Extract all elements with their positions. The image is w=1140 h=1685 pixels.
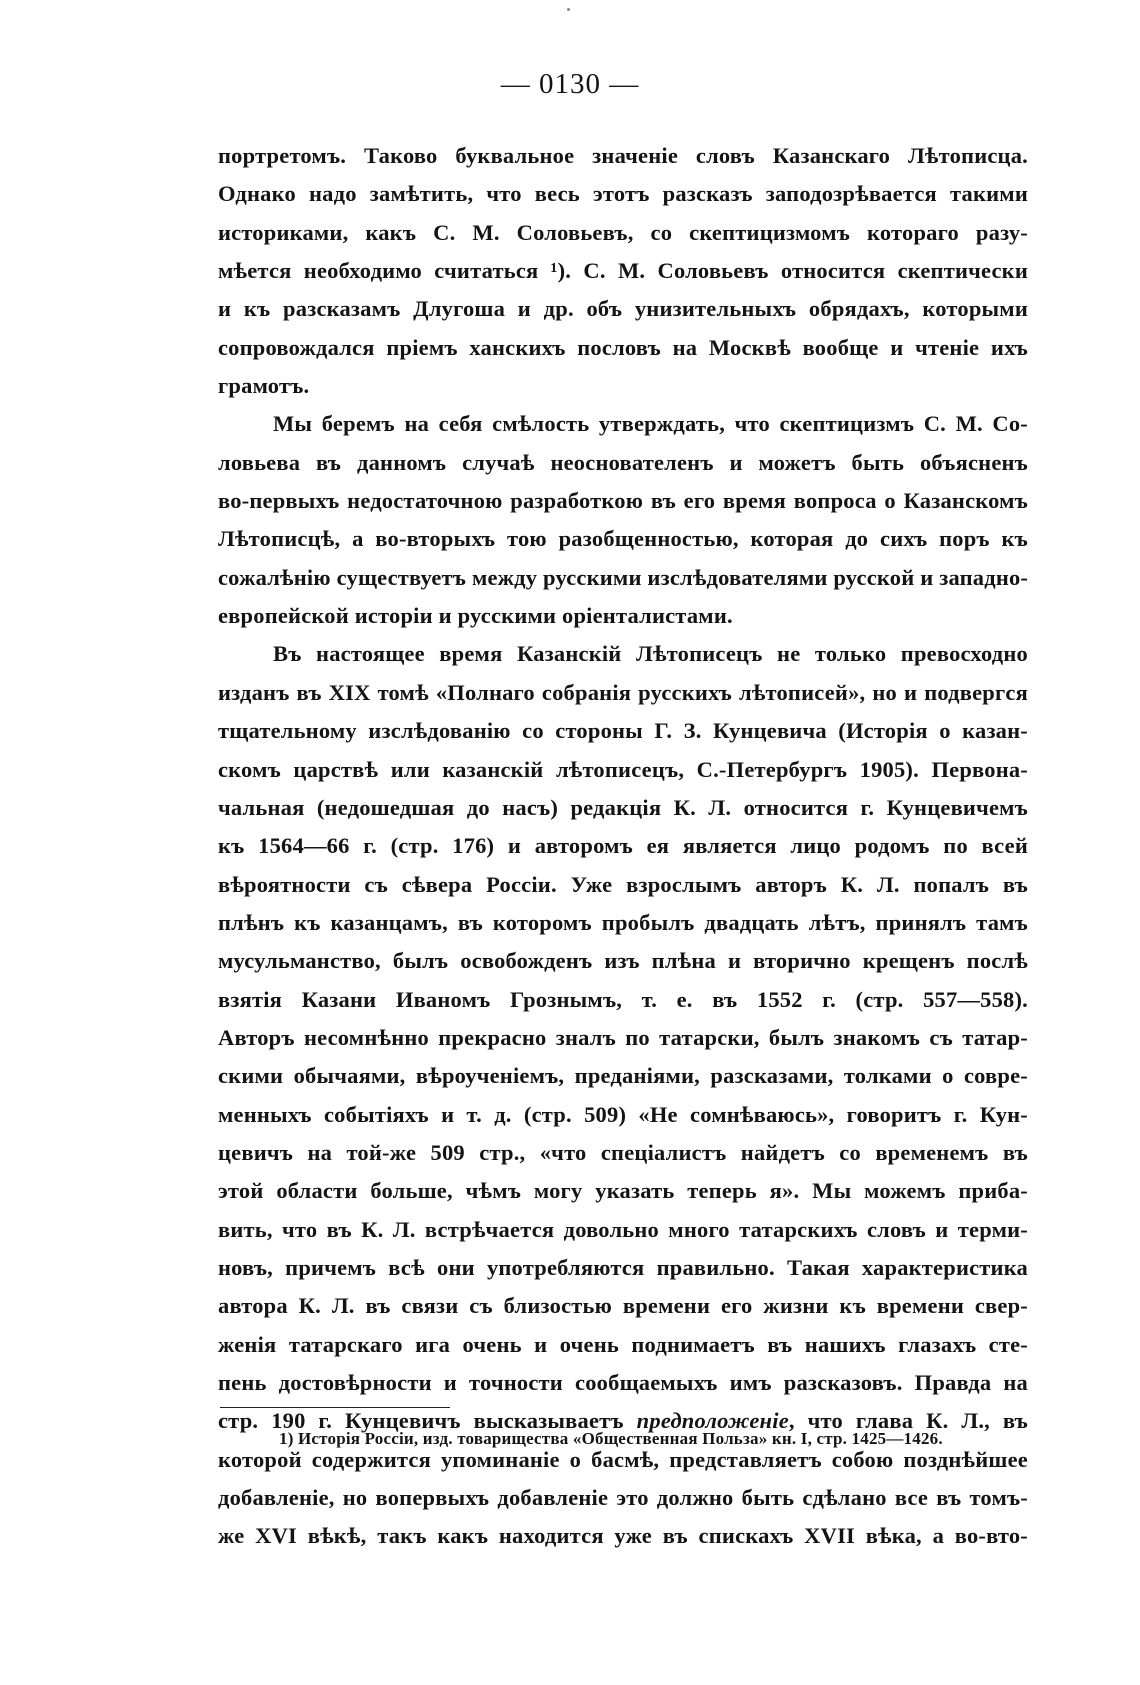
text-line: вить, что въ К. Л. встрѣчается довольно много татарскихъ словъ и терми- — [218, 1216, 1028, 1242]
text-line: плѣнъ къ казанцамъ, въ которомъ пробылъ двадцать лѣтъ, принялъ тамъ — [218, 909, 1028, 935]
text-line: тщательному изслѣдованію со стороны Г. З. Кунцевича (Исторія о казан- — [218, 718, 1028, 744]
text-line: къ 1564—66 г. (стр. 176) и авторомъ ея является лицо родомъ по всей — [218, 833, 1028, 859]
text-line: вѣроятности съ сѣвера Россіи. Уже взрослымъ авторъ К. Л. попалъ въ — [218, 871, 1028, 897]
text-line: менныхъ событіяхъ и т. д. (стр. 509) «Не сомнѣваюсь», говоритъ г. Кун- — [218, 1101, 1028, 1127]
text-line: ловьева въ данномъ случаѣ неоснователенъ и можетъ быть объясненъ — [218, 449, 1028, 475]
text-line: скомъ царствѣ или казанскій лѣтописецъ, С.-Петербургъ 1905). Первона- — [218, 756, 1028, 782]
text-line: этой области больше, чѣмъ могу указать теперь я». Мы можемъ приба- — [218, 1178, 1028, 1204]
text-line: скими обычаями, вѣроученіемъ, преданіями, разсказами, толками о совре- — [218, 1063, 1028, 1089]
paragraph-start-line: Мы беремъ на себя смѣлость утверждать, что скептицизмъ С. М. Со- — [273, 411, 1028, 437]
line-start: стр. 190 г. Кунцевичъ высказываетъ — [218, 1408, 637, 1434]
text-line: европейской исторіи и русскими оріенталистами. — [218, 603, 733, 629]
text-line: пень достовѣрности и точности сообщаемыхъ имъ разсказовъ. Правда на — [218, 1370, 1028, 1395]
text-line: изданъ въ XIX томѣ «Полнаго собранія русскихъ лѣтописей», но и подвергся — [218, 679, 1028, 705]
text-line: которой содержится упоминаніе о басмѣ, представляетъ собою позднѣйшее — [218, 1446, 1028, 1472]
text-line: мѣется необходимо считаться ¹). С. М. Соловьевъ относится скептически — [218, 258, 1028, 284]
text-line: во-первыхъ недостаточною разработкою въ его время вопроса о Казанскомъ — [218, 488, 1028, 514]
text-line: портретомъ. Таково буквальное значеніе словъ Казанскаго Лѣтописца. — [218, 143, 1028, 168]
text-line: Лѣтописцѣ, а во-вторыхъ тою разобщенностью, которая до сихъ поръ къ — [218, 526, 1028, 552]
text-line: Авторъ несомнѣнно прекрасно зналъ по татарски, былъ знакомъ съ татар- — [218, 1024, 1028, 1050]
text-line: цевичъ на той-же 509 стр., «что спеціалистъ найдетъ со временемъ въ — [218, 1139, 1028, 1165]
text-line: автора К. Л. въ связи съ близостью времени его жизни къ времени свер- — [218, 1293, 1028, 1319]
text-line: чальная (недошедшая до насъ) редакція К. Л. относится г. Кунцевичемъ — [218, 794, 1028, 820]
text-line: историками, какъ С. М. Соловьевъ, со скептицизмомъ котораго разу- — [218, 219, 1028, 245]
text-line: мусульманство, былъ освобожденъ изъ плѣна и вторично крещенъ послѣ — [218, 948, 1028, 974]
page-number-header: — 0130 — — [500, 68, 640, 100]
body-text — [218, 137, 1028, 1556]
paragraph-start-line: Въ настоящее время Казанскій Лѣтописецъ не только превосходно — [273, 641, 1028, 667]
text-line: сожалѣнію существуетъ между русскими изслѣдователями русской и западно- — [218, 564, 1029, 590]
text-line: же XVI вѣкѣ, такъ какъ находится уже въ спискахъ XVII вѣка, а во-вто- — [218, 1523, 1028, 1549]
line-end: , что глава К. Л., въ — [788, 1408, 1028, 1434]
scan-speck — [567, 8, 570, 11]
text-line: добавленіе, но вопервыхъ добавленіе это должно быть сдѣлано все въ томъ- — [218, 1485, 1028, 1511]
text-line: Однако надо замѣтить, что весь этотъ разсказъ заподозрѣвается такими — [218, 181, 1028, 207]
footnote: 1) Исторія Россіи, изд. товарищества «Общественная Польза» кн. I, стр. 1425—1426. — [279, 1429, 943, 1448]
text-line: женія татарскаго ига очень и очень поднимаетъ въ нашихъ глазахъ сте- — [218, 1331, 1028, 1357]
text-line: сопровождался пріемъ ханскихъ пословъ на Москвѣ вообще и чтеніе ихъ — [218, 334, 1028, 360]
text-line: и къ разсказамъ Длугоша и др. объ унизительныхъ обрядахъ, которыми — [218, 296, 1028, 322]
text-line: грамотъ. — [218, 373, 310, 399]
text-line: взятія Казани Иваномъ Грознымъ, т. е. въ 1552 г. (стр. 557—558). — [218, 986, 1028, 1012]
footnote-divider — [220, 1407, 450, 1408]
text-line: новъ, причемъ всѣ они употребляются правильно. Такая характеристика — [218, 1254, 1028, 1280]
italic-term: предположеніе — [636, 1408, 789, 1434]
